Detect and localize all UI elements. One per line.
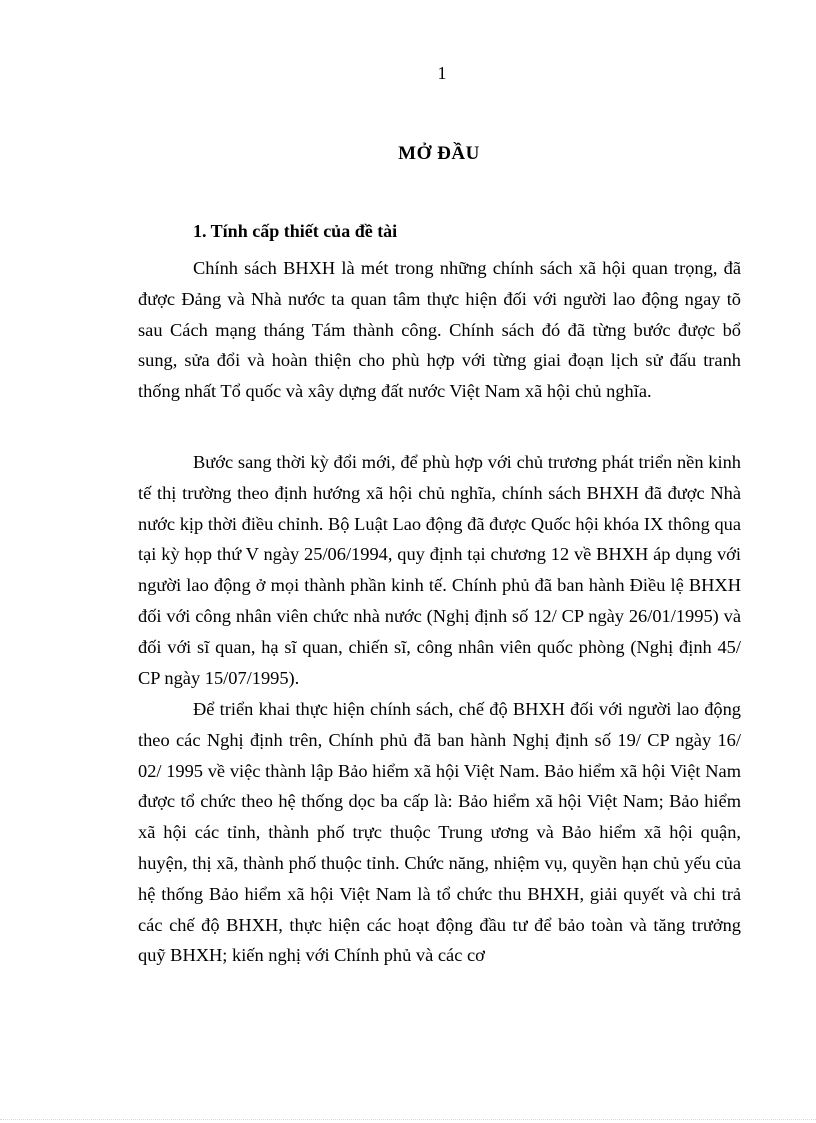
page-bottom-divider: [0, 1119, 816, 1120]
section-heading: 1. Tính cấp thiết của đề tài: [193, 221, 398, 241]
chapter-title: MỞ ĐẦU: [398, 143, 480, 164]
page-number: 1: [437, 63, 447, 83]
paragraph-2: Bước sang thời kỳ đổi mới, để phù hợp với chủ trương phát triển nền kinh tế thị trường theo định hướng xã hội chủ nghĩa, chính sách BHXH đã được Nhà nước kịp thời điều chỉnh. Bộ Luật Lao động đã được Quốc hội khóa IX thông qua tại kỳ họp thứ V ngày 25/06/1994, quy định tại chương 12 về BHXH áp dụng với người lao động ở mọi thành phần kinh tế. Chính phủ đã ban hành Điều lệ BHXH đối với công nhân viên chức nhà nước (Nghị định số 12/ CP ngày 26/01/1995) và đối với sĩ quan, hạ sĩ quan, chiến sĩ, công nhân viên quốc phòng (Nghị định 45/ CP ngày 15/07/1995).: [138, 452, 741, 688]
paragraph-3: Để triển khai thực hiện chính sách, chế độ BHXH đối với người lao động theo các Nghị định trên, Chính phủ đã ban hành Nghị định số 19/ CP ngày 16/ 02/ 1995 về việc thành lập Bảo hiểm xã hội Việt Nam. Bảo hiểm xã hội Việt Nam được tổ chức theo hệ thống dọc ba cấp là: Bảo hiểm xã hội Việt Nam; Bảo hiểm xã hội các tỉnh, thành phố trực thuộc Trung ương và Bảo hiểm xã hội quận, huyện, thị xã, thành phố thuộc tỉnh. Chức năng, nhiệm vụ, quyền hạn chủ yếu của hệ thống Bảo hiểm xã hội Việt Nam là tổ chức thu BHXH, giải quyết và chi trả các chế độ BHXH, thực hiện các hoạt động đầu tư để bảo toàn và tăng trưởng quỹ BHXH; kiến nghị với Chính phủ và các cơ: [138, 699, 741, 966]
paragraph-1: Chính sách BHXH là mét trong những chính sách xã hội quan trọng, đã được Đảng và Nhà nước ta quan tâm thực hiện đối với người lao động ngay tõ sau Cách mạng tháng Tám thành công. Chính sách đó đã từng bước được bổ sung, sửa đổi và hoàn thiện cho phù hợp với từng giai đoạn lịch sử đấu tranh thống nhất Tổ quốc và xây dựng đất nước Việt Nam xã hội chủ nghĩa.: [138, 258, 741, 402]
